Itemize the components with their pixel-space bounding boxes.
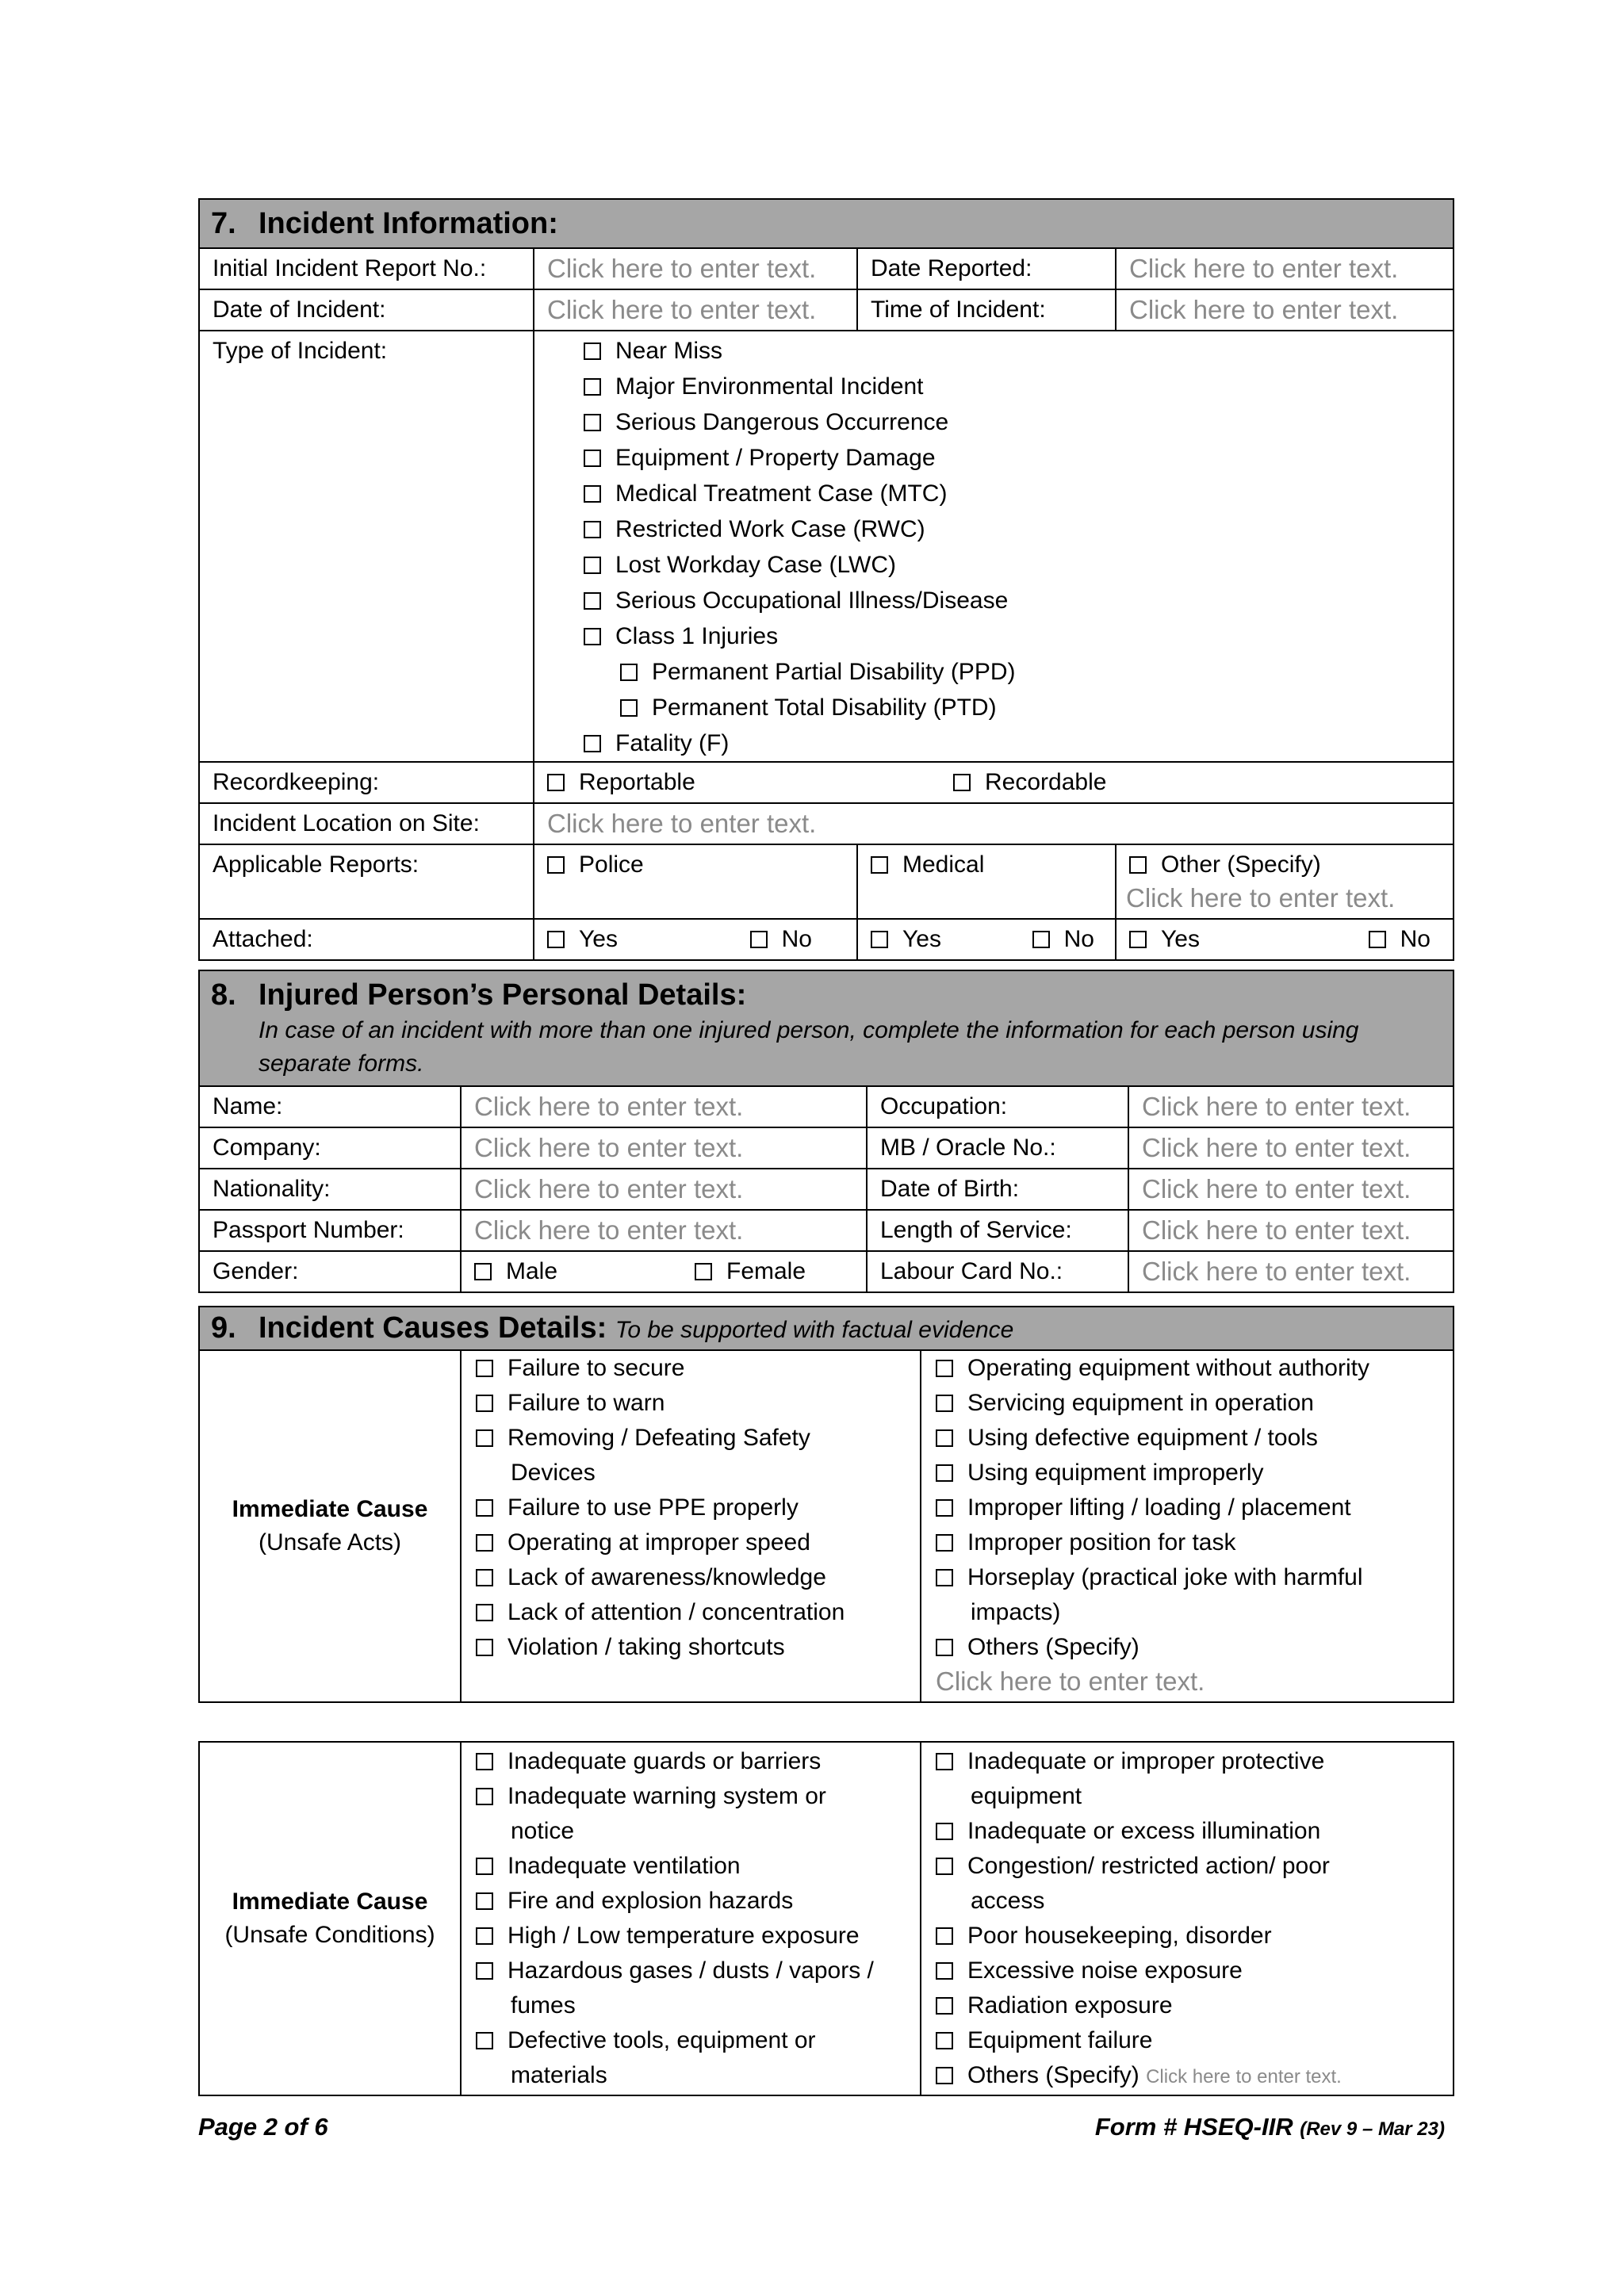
- section-9-title: Incident Causes Details:: [259, 1311, 607, 1345]
- checkbox-icon[interactable]: [476, 1534, 493, 1552]
- checkbox-icon[interactable]: [476, 1395, 493, 1412]
- checkbox-icon[interactable]: [476, 1429, 493, 1447]
- checkbox-icon[interactable]: [871, 931, 888, 948]
- condition-option[interactable]: Inadequate warning system or: [476, 1779, 907, 1814]
- checkbox-icon[interactable]: [1369, 931, 1386, 948]
- dob-input[interactable]: Click here to enter text.: [1128, 1169, 1454, 1210]
- passport-input[interactable]: Click here to enter text.: [461, 1210, 867, 1251]
- page-number: Page 2 of 6: [198, 2113, 328, 2141]
- checkbox-icon[interactable]: [476, 1569, 493, 1586]
- police-option[interactable]: Police: [547, 851, 644, 878]
- passport-label: Passport Number:: [199, 1210, 461, 1251]
- act-option[interactable]: Improper lifting / loading / placement: [936, 1490, 1440, 1525]
- act-option[interactable]: Using equipment improperly: [936, 1456, 1440, 1490]
- mb-label: MB / Oracle No.:: [867, 1127, 1128, 1169]
- checkbox-icon[interactable]: [936, 1569, 953, 1586]
- checkbox-icon[interactable]: [584, 521, 601, 538]
- unsafe-acts-title: Immediate Cause: [232, 1496, 428, 1522]
- act-option[interactable]: Improper position for task: [936, 1525, 1440, 1560]
- form-number: Form # HSEQ-IIR (Rev 9 – Mar 23): [1094, 2113, 1445, 2141]
- checkbox-icon[interactable]: [936, 1858, 953, 1875]
- checkbox-icon[interactable]: [695, 1263, 712, 1280]
- checkbox-icon[interactable]: [476, 1360, 493, 1377]
- type-incident-options: [534, 331, 1454, 762]
- other-yes[interactable]: Yes: [1129, 923, 1200, 956]
- condition-option[interactable]: Defective tools, equipment or: [476, 2023, 907, 2058]
- time-incident-input[interactable]: Click here to enter text.: [1116, 289, 1454, 331]
- condition-option[interactable]: Inadequate or excess illumination: [936, 1814, 1440, 1849]
- medical-option[interactable]: Medical: [871, 851, 984, 878]
- act-option[interactable]: Violation / taking shortcuts: [476, 1630, 907, 1665]
- reports-label: Applicable Reports:: [199, 844, 534, 919]
- act-option[interactable]: Failure to warn: [476, 1386, 907, 1421]
- dob-label: Date of Birth:: [867, 1169, 1128, 1210]
- date-incident-input[interactable]: Click here to enter text.: [534, 289, 857, 331]
- unsafe-conditions-table: Immediate Cause (Unsafe Conditions) Inadequate guards or barriers Inadequate warning system or notice Inadequate ventilation Fire and explosion hazards High / Low temperature exposure Hazardous gases / dusts / vapors / fumes Defective tools, equipment or materials Inadequate or improper protective equipment Inadequate or excess illumination Congestion/ restricted action/ poor access Poor housekeeping, disorder Excessive noise exposure Radiation exposure Equipment failure Others (Specify) Click here to enter text.: [198, 1741, 1454, 2096]
- checkbox-icon[interactable]: [584, 592, 601, 610]
- act-option[interactable]: Horseplay (practical joke with harmful: [936, 1560, 1440, 1595]
- checkbox-icon[interactable]: [584, 414, 601, 431]
- checkbox-icon[interactable]: [584, 557, 601, 574]
- checkbox-icon[interactable]: [476, 1927, 493, 1945]
- medical-yes[interactable]: Yes: [871, 923, 941, 956]
- nationality-label: Nationality:: [199, 1169, 461, 1210]
- checkbox-icon[interactable]: [476, 1604, 493, 1621]
- section-8-note: In case of an incident with more than one injured person, complete the information for each person using separate forms.: [259, 1017, 1359, 1077]
- occupation-label: Occupation:: [867, 1086, 1128, 1127]
- type-option[interactable]: Class 1 Injuries: [584, 618, 1440, 654]
- nationality-input[interactable]: Click here to enter text.: [461, 1169, 867, 1210]
- checkbox-icon[interactable]: [1129, 856, 1147, 874]
- incident-information-table: 7. Incident Information: Initial Incident Report No.: Click here to enter text. Date Reported: Click here to enter text. Date of Incident: Click here to enter text. Time of Incident: Click here to enter text. Type of Incident: Near Miss Major Environmental Incident Serious Dangerous Occurrence Equipment / Property Damage Medical Treatment Case (MTC) Restricted Work Case (RWC) Lost Workday Case (LWC) Serious Occupational Illness/Disease Class 1 Injuries Permanent Partial Disability (PPD) Permanent Total Disability (PTD) Fatality (F) Recordkeeping: Reportable Recordable Incident Location on Site: Click here to enter text. Applicable Reports: Police Medical Other (Specify) Click here to enter text. Attached: Yes No Yes No Yes No: [198, 198, 1454, 961]
- condition-option[interactable]: Inadequate ventilation: [476, 1849, 907, 1884]
- reportable-option[interactable]: Reportable: [547, 766, 953, 799]
- section-8-title: Injured Person’s Personal Details:: [259, 978, 747, 1012]
- checkbox-icon[interactable]: [620, 664, 638, 681]
- act-option[interactable]: Lack of awareness/knowledge: [476, 1560, 907, 1595]
- act-option[interactable]: Operating equipment without authority: [936, 1351, 1440, 1386]
- type-option[interactable]: Medical Treatment Case (MTC): [584, 476, 1440, 511]
- female-option[interactable]: Female: [695, 1258, 806, 1284]
- checkbox-icon[interactable]: [750, 931, 768, 948]
- type-option[interactable]: Lost Workday Case (LWC): [584, 547, 1440, 583]
- checkbox-icon[interactable]: [476, 1892, 493, 1910]
- section-7-title: Incident Information:: [259, 207, 558, 240]
- other-no[interactable]: No: [1369, 923, 1431, 956]
- type-incident-label: Type of Incident:: [199, 331, 534, 762]
- checkbox-icon[interactable]: [584, 485, 601, 503]
- act-option[interactable]: Lack of attention / concentration: [476, 1595, 907, 1630]
- checkbox-icon[interactable]: [476, 1753, 493, 1770]
- checkbox-icon[interactable]: [1032, 931, 1050, 948]
- type-option[interactable]: Equipment / Property Damage: [584, 440, 1440, 476]
- type-option[interactable]: Serious Occupational Illness/Disease: [584, 583, 1440, 618]
- mb-input[interactable]: Click here to enter text.: [1128, 1127, 1454, 1169]
- type-option[interactable]: Near Miss: [584, 333, 1440, 369]
- act-option[interactable]: Using defective equipment / tools: [936, 1421, 1440, 1456]
- date-reported-input[interactable]: Click here to enter text.: [1116, 248, 1454, 289]
- time-incident-label: Time of Incident:: [857, 289, 1116, 331]
- type-sub-option[interactable]: Permanent Partial Disability (PPD): [584, 654, 1440, 690]
- checkbox-icon[interactable]: [584, 735, 601, 752]
- checkbox-icon[interactable]: [936, 1997, 953, 2015]
- company-input[interactable]: Click here to enter text.: [461, 1127, 867, 1169]
- condition-option[interactable]: Inadequate or improper protective: [936, 1744, 1440, 1779]
- unsafe-conditions-subtitle: (Unsafe Conditions): [224, 1922, 435, 1948]
- checkbox-icon[interactable]: [936, 1639, 953, 1656]
- attached-label: Attached:: [199, 919, 534, 960]
- checkbox-icon[interactable]: [476, 1788, 493, 1805]
- date-incident-label: Date of Incident:: [199, 289, 534, 331]
- checkbox-icon[interactable]: [474, 1263, 492, 1280]
- checkbox-icon[interactable]: [476, 2032, 493, 2049]
- checkbox-icon[interactable]: [584, 628, 601, 645]
- type-sub-option[interactable]: Permanent Total Disability (PTD): [584, 690, 1440, 725]
- checkbox-icon[interactable]: [936, 1962, 953, 1980]
- condition-option[interactable]: Others (Specify) Click here to enter text.: [936, 2058, 1440, 2095]
- name-input[interactable]: Click here to enter text.: [461, 1086, 867, 1127]
- act-option[interactable]: Operating at improper speed: [476, 1525, 907, 1560]
- checkbox-icon[interactable]: [936, 2032, 953, 2049]
- condition-option[interactable]: Equipment failure: [936, 2023, 1440, 2058]
- police-no[interactable]: No: [750, 923, 812, 956]
- checkbox-icon[interactable]: [584, 450, 601, 467]
- initial-report-label: Initial Incident Report No.:: [199, 248, 534, 289]
- checkbox-icon[interactable]: [476, 1962, 493, 1980]
- condition-option[interactable]: High / Low temperature exposure: [476, 1919, 907, 1954]
- checkbox-icon[interactable]: [936, 1534, 953, 1552]
- acts-other-input[interactable]: Click here to enter text.: [936, 1667, 1205, 1696]
- checkbox-icon[interactable]: [547, 931, 565, 948]
- act-option[interactable]: Failure to secure: [476, 1351, 907, 1386]
- condition-option[interactable]: Inadequate guards or barriers: [476, 1744, 907, 1779]
- checkbox-icon[interactable]: [936, 1429, 953, 1447]
- checkbox-icon[interactable]: [476, 1858, 493, 1875]
- condition-option[interactable]: Excessive noise exposure: [936, 1954, 1440, 1988]
- condition-option[interactable]: Poor housekeeping, disorder: [936, 1919, 1440, 1954]
- unsafe-conditions-title: Immediate Cause: [232, 1888, 428, 1915]
- occupation-input[interactable]: Click here to enter text.: [1128, 1086, 1454, 1127]
- checkbox-icon[interactable]: [936, 1464, 953, 1482]
- other-option[interactable]: Other (Specify): [1129, 848, 1440, 882]
- labour-input[interactable]: Click here to enter text.: [1128, 1251, 1454, 1292]
- gender-label: Gender:: [199, 1251, 461, 1292]
- service-label: Length of Service:: [867, 1210, 1128, 1251]
- recordkeeping-label: Recordkeeping:: [199, 762, 534, 803]
- incident-causes-table: 9. Incident Causes Details: To be supported with factual evidence Immediate Cause (Unsafe Acts) Failure to secure Failure to warn Removing / Defeating Safety Devices Failure to use PPE properly Operating at improper speed Lack of awareness/knowledge Lack of attention / concentration Violation / taking shortcuts Operating equipment without authority Servicing equipment in operation Using defective equipment / tools Using equipment improperly Improper lifting / loading / placement Improper position for task Horseplay (practical joke with harmful impacts) Others (Specify) Click here to enter text.: [198, 1306, 1454, 1703]
- type-option[interactable]: Serious Dangerous Occurrence: [584, 404, 1440, 440]
- location-label: Incident Location on Site:: [199, 803, 534, 844]
- act-option[interactable]: Others (Specify): [936, 1630, 1440, 1665]
- unsafe-acts-subtitle: (Unsafe Acts): [258, 1529, 402, 1556]
- checkbox-icon[interactable]: [476, 1639, 493, 1656]
- checkbox-icon[interactable]: [620, 699, 638, 717]
- type-option[interactable]: Fatality (F): [584, 725, 1440, 761]
- condition-option[interactable]: Hazardous gases / dusts / vapors /: [476, 1954, 907, 1988]
- condition-option[interactable]: Radiation exposure: [936, 1988, 1440, 2023]
- checkbox-icon[interactable]: [953, 774, 971, 791]
- condition-option[interactable]: Congestion/ restricted action/ poor: [936, 1849, 1440, 1884]
- initial-report-input[interactable]: Click here to enter text.: [534, 248, 857, 289]
- name-label: Name:: [199, 1086, 461, 1127]
- checkbox-icon[interactable]: [871, 856, 888, 874]
- injured-person-table: 8. Injured Person’s Personal Details: In case of an incident with more than one injured person, complete the information for each person using separate forms. Name: Click here to enter text. Occupation: Click here to enter text. Company: Click here to enter text. MB / Oracle No.: Click here to enter text. Nationality: Click here to enter text. Date of Birth: Click here to enter text. Passport Number: Click here to enter text. Length of Service: Click here to enter text. Gender: Male Female Labour Card No.: Click here to enter text.: [198, 970, 1454, 1293]
- police-yes[interactable]: Yes: [547, 923, 618, 956]
- labour-label: Labour Card No.:: [867, 1251, 1128, 1292]
- date-reported-label: Date Reported:: [857, 248, 1116, 289]
- checkbox-icon[interactable]: [476, 1499, 493, 1517]
- medical-no[interactable]: No: [1032, 923, 1094, 956]
- checkbox-icon[interactable]: [1129, 931, 1147, 948]
- act-option[interactable]: Removing / Defeating Safety: [476, 1421, 907, 1456]
- type-option[interactable]: Restricted Work Case (RWC): [584, 511, 1440, 547]
- checkbox-icon[interactable]: [936, 1823, 953, 1840]
- section-9-note: To be supported with factual evidence: [615, 1317, 1014, 1343]
- checkbox-icon[interactable]: [936, 1360, 953, 1377]
- location-input[interactable]: Click here to enter text.: [534, 803, 1454, 844]
- checkbox-icon[interactable]: [936, 1499, 953, 1517]
- checkbox-icon[interactable]: [584, 378, 601, 396]
- checkbox-icon[interactable]: [547, 856, 565, 874]
- male-option[interactable]: Male: [474, 1255, 695, 1288]
- checkbox-icon[interactable]: [584, 342, 601, 360]
- company-label: Company:: [199, 1127, 461, 1169]
- act-option[interactable]: Servicing equipment in operation: [936, 1386, 1440, 1421]
- recordable-option[interactable]: Recordable: [953, 769, 1106, 795]
- conditions-other-input[interactable]: Click here to enter text.: [1146, 2066, 1342, 2087]
- type-option[interactable]: Major Environmental Incident: [584, 369, 1440, 404]
- condition-option[interactable]: Fire and explosion hazards: [476, 1884, 907, 1919]
- service-input[interactable]: Click here to enter text.: [1128, 1210, 1454, 1251]
- act-option[interactable]: Failure to use PPE properly: [476, 1490, 907, 1525]
- checkbox-icon[interactable]: [547, 774, 565, 791]
- other-input[interactable]: Click here to enter text.: [1126, 883, 1396, 913]
- checkbox-icon[interactable]: [936, 2067, 953, 2084]
- checkbox-icon[interactable]: [936, 1753, 953, 1770]
- checkbox-icon[interactable]: [936, 1927, 953, 1945]
- checkbox-icon[interactable]: [936, 1395, 953, 1412]
